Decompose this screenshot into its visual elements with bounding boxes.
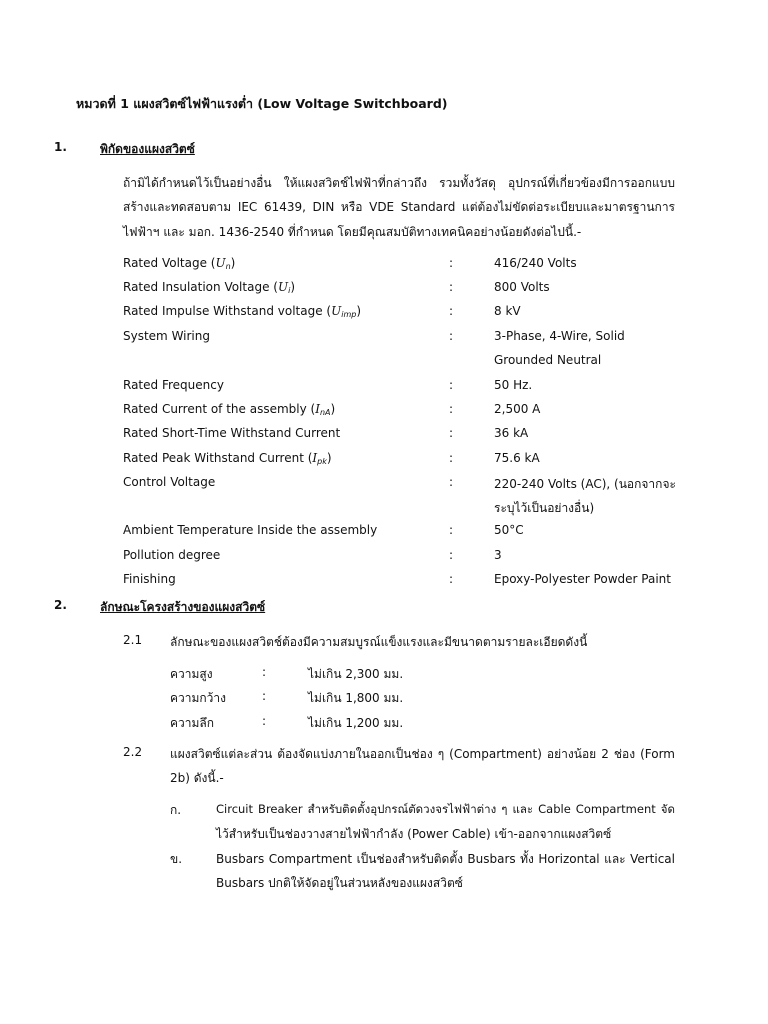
- spec-value: 8 kV: [494, 304, 521, 318]
- dimension-value-height: ไม่เกิน 2,300 มม.: [308, 667, 404, 681]
- chapter-title: หมวดที่ 1 แผงสวิตซ์ไฟฟ้าแรงต่ำ (Low Voltage Switchboard): [76, 96, 448, 111]
- dimension-colon: :: [262, 665, 267, 679]
- spec-label: Rated Impulse Withstand voltage $(U_{imp})$: [123, 304, 362, 319]
- subitem-letter: ก.: [170, 803, 182, 817]
- subitem-line-2: ไว้สำหรับเป็นช่องวางสายไฟฟ้ากำลัง (Power Cable) เข้า-ออกจากแผงสวิตซ์: [216, 827, 612, 841]
- item-2-2-line-2: 2b) ดังนี้.-: [170, 771, 224, 785]
- section-1-paragraph-line-1: ถ้ามิได้กำหนดไว้เป็นอย่างอื่น ให้แผงสวิตช์ไฟฟ้าที่กล่าวถึง รวมทั้งวัสดุ อุปกรณ์ที่เกี่ยวข้องมีการออกแบบ: [123, 176, 675, 190]
- spec-value: 3: [494, 548, 502, 562]
- spec-label: Rated Insulation Voltage $(U_i)$: [123, 280, 295, 295]
- item-2-1-text: ลักษณะของแผงสวิตช์ต้องมีความสมบูรณ์แข็งแรงและมีขนาดตามรายละเอียดดังนี้: [170, 635, 588, 649]
- spec-label: System Wiring: [123, 329, 210, 343]
- spec-value: 416/240 Volts: [494, 256, 577, 270]
- spec-value: 800 Volts: [494, 280, 550, 294]
- section-2-number: 2.: [54, 598, 67, 612]
- spec-value: 50°C: [494, 523, 524, 537]
- section-1-paragraph-line-2: สร้างและทดสอบตาม IEC 61439, DIN หรือ VDE Standard แต่ต้องไม่ขัดต่อระเบียบและมาตรฐานการ: [123, 200, 675, 214]
- spec-label: Rated Frequency: [123, 378, 224, 392]
- subitem-letter: ข.: [170, 852, 183, 866]
- spec-colon: :: [449, 475, 454, 489]
- subitem-line-1: Busbars Compartment เป็นช่องสำหรับติดตั้ง Busbars ทั้ง Horizontal และ Vertical: [216, 852, 675, 866]
- spec-label: Finishing: [123, 572, 176, 586]
- section-1-paragraph-line-3: ไฟฟ้าฯ และ มอก. 1436-2540 ที่กำหนด โดยมีคุณสมบัติทางเทคนิคอย่างน้อยดังต่อไปนี้.-: [123, 225, 582, 239]
- section-1-number: 1.: [54, 140, 67, 154]
- dimension-value-depth: ไม่เกิน 1,200 มม.: [308, 716, 404, 730]
- spec-colon: :: [449, 402, 454, 416]
- dimension-label-width: ความกว้าง: [170, 691, 227, 705]
- spec-colon: :: [449, 426, 454, 440]
- spec-value-continued: Grounded Neutral: [494, 353, 602, 367]
- spec-value: 220-240 Volts (AC), (นอกจากจะ: [494, 477, 676, 491]
- spec-label: Pollution degree: [123, 548, 221, 562]
- spec-colon: :: [449, 304, 454, 318]
- dimension-label-height: ความสูง: [170, 667, 213, 681]
- spec-value: 36 kA: [494, 426, 529, 440]
- spec-label: Control Voltage: [123, 475, 216, 489]
- spec-label: Ambient Temperature Inside the assembly: [123, 523, 378, 537]
- spec-label: Rated Current of the assembly $(I_{nA})$: [123, 402, 336, 417]
- spec-colon: :: [449, 378, 454, 392]
- spec-value: 75.6 kA: [494, 451, 540, 465]
- spec-colon: :: [449, 548, 454, 562]
- spec-value: 3-Phase, 4-Wire, Solid: [494, 329, 625, 343]
- dimension-colon: :: [262, 714, 267, 728]
- spec-label: Rated Peak Withstand Current $(I_{pk})$: [123, 451, 332, 466]
- spec-colon: :: [449, 451, 454, 465]
- spec-colon: :: [449, 523, 454, 537]
- spec-value-continued: ระบุไว้เป็นอย่างอื่น): [494, 501, 595, 515]
- dimension-value-width: ไม่เกิน 1,800 มม.: [308, 691, 404, 705]
- dimension-colon: :: [262, 689, 267, 703]
- spec-colon: :: [449, 572, 454, 586]
- item-2-2-number: 2.2: [123, 745, 143, 759]
- spec-value: Epoxy-Polyester Powder Paint: [494, 572, 671, 586]
- spec-label: Rated Voltage $(U_n)$: [123, 256, 236, 271]
- item-2-1-number: 2.1: [123, 633, 143, 647]
- item-2-2-line-1: แผงสวิตซ์แต่ละส่วน ต้องจัดแบ่งภายในออกเป็นช่อง ๆ (Compartment) อย่างน้อย 2 ช่อง (Form: [170, 747, 675, 761]
- spec-colon: :: [449, 280, 454, 294]
- spec-colon: :: [449, 256, 454, 270]
- subitem-line-2: Busbars ปกติให้จัดอยู่ในส่วนหลังของแผงสวิตซ์: [216, 876, 463, 890]
- spec-value: 50 Hz.: [494, 378, 533, 392]
- spec-label: Rated Short-Time Withstand Current: [123, 426, 341, 440]
- spec-colon: :: [449, 329, 454, 343]
- section-2-title: ลักษณะโครงสร้างของแผงสวิตซ์: [100, 600, 266, 614]
- subitem-line-1: Circuit Breaker สำหรับติดตั้งอุปกรณ์ตัดวงจรไฟฟ้าต่าง ๆ และ Cable Compartment จัด: [216, 802, 675, 816]
- spec-value: 2,500 A: [494, 402, 541, 416]
- section-1-title: พิกัดของแผงสวิตซ์: [100, 142, 195, 156]
- dimension-label-depth: ความลึก: [170, 716, 215, 730]
